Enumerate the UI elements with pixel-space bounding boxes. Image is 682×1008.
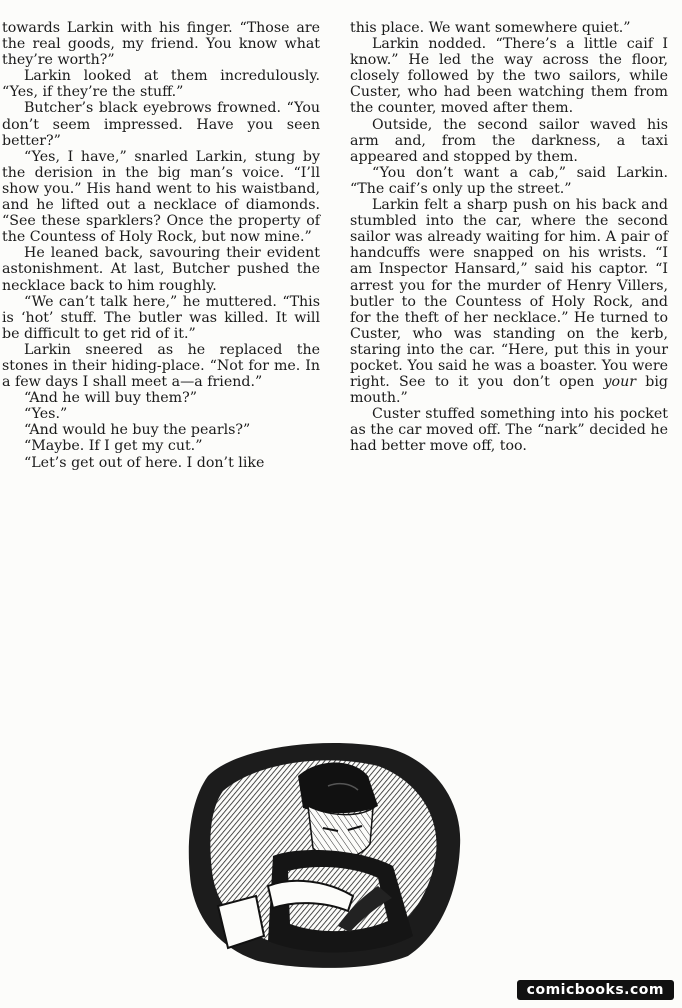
paragraph: this place. We want somewhere quiet.” [350, 20, 631, 36]
paragraph: Outside, the second sailor waved his arm and, from the darkness, a taxi appeared and stopped by them. [350, 116, 668, 165]
paragraph: “Let’s get out of here. I don’t like [24, 454, 265, 471]
text-run: big mouth.” [350, 374, 668, 407]
paragraph: He leaned back, savouring their evident astonishment. At last, Butcher pushed the necklace back to him roughly. [2, 245, 320, 294]
paragraph: Larkin looked at them incredulously. “Yes, if they’re the stuff.” [2, 68, 320, 101]
text-run: Larkin felt a sharp push on his back and stumbled into the car, where the second sailor was already waiting for him. A pair of handcuffs were snapped on his wrists. “I am Inspector Hansard,” said his captor. “I arrest you for the murder of Henry Villers, butler to the Countess of Holy Rock, and for the theft of her necklace.” He turned to Custer, who was standing on the kerb, staring into the car. “Here, put this in your pocket. You said he was a boaster. You were right. See to it you don’t open [350, 197, 668, 391]
paragraph: Larkin nodded. “There’s a little caif I know.” He led the way across the floor, closely followed by the two sailors, while Custer, who had been watching them from the counter, moved after them. [350, 36, 668, 117]
text-column-right [350, 20, 668, 455]
paragraph [350, 197, 668, 406]
paragraph: “Yes.” [24, 406, 68, 423]
paragraph: Custer stuffed something into his pocket as the car moved off. The “nark” decided he had better move off, too. [350, 406, 668, 455]
paragraph: Butcher’s black eyebrows frowned. “You don’t seem impressed. Have you seen better?” [2, 100, 320, 149]
paragraph: Larkin sneered as he replaced the stones in their hiding-place. “Not for me. In a few days I shall meet a—a friend.” [2, 341, 320, 391]
paragraph: “Maybe. If I get my cut.” [24, 438, 203, 455]
emphasis-text: your [603, 374, 637, 391]
story-illustration [178, 736, 468, 972]
paragraph: “And he will buy them?” [24, 390, 197, 407]
paragraph: “Yes, I have,” snarled Larkin, stung by the derision in the big man’s voice. “I’ll show you.” His hand went to his waistband, and he lifted out a necklace of diamonds. “See these sparklers? Once the property of the Countess of Holy Rock, but now mine.” [2, 148, 320, 246]
paragraph: “And would he buy the pearls?” [24, 422, 251, 439]
watermark-logo: comicbooks.com [517, 980, 674, 1000]
text-column-left [2, 20, 320, 471]
paragraph: towards Larkin with his finger. “Those are the real goods, my friend. You know what they’re worth?” [2, 20, 320, 69]
paragraph: “We can’t talk here,” he muttered. “This is ‘hot’ stuff. The butler was killed. It will be difficult to get rid of it.” [2, 293, 320, 342]
paragraph: “You don’t want a cab,” said Larkin. “The caif’s only up the street.” [350, 164, 668, 197]
